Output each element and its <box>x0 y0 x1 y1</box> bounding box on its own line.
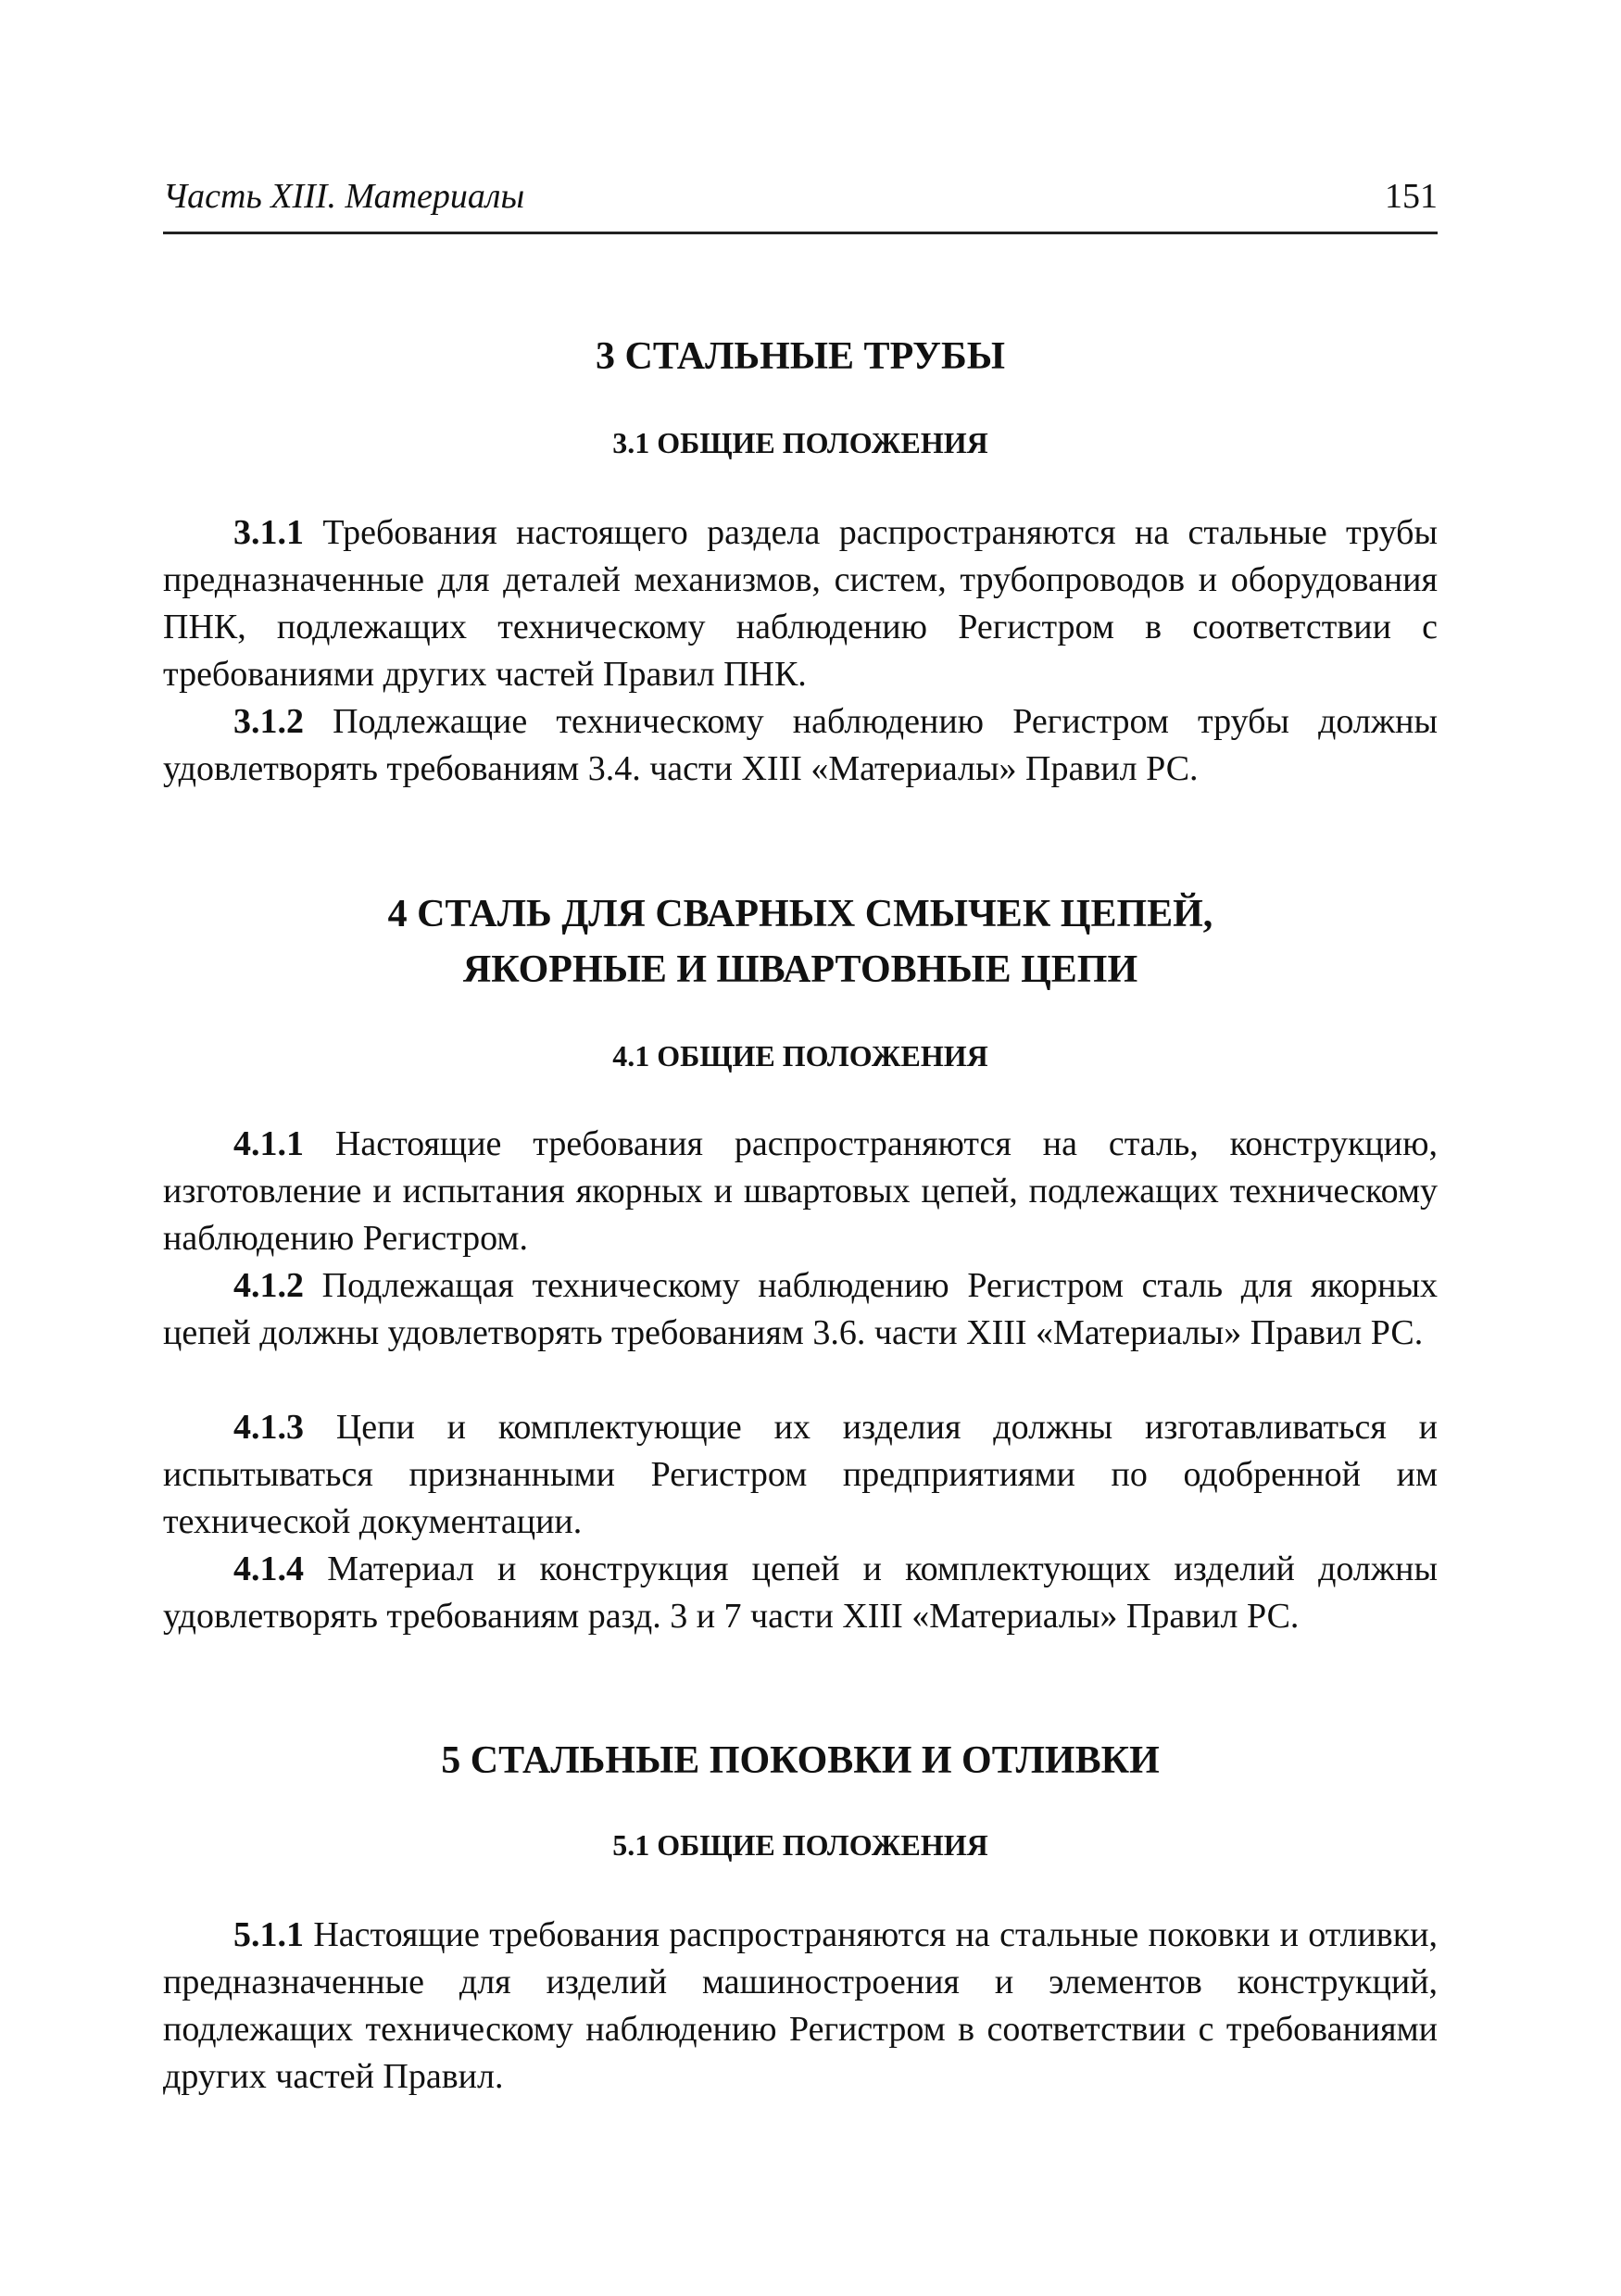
paragraph-number: 3.1.2 <box>233 702 304 741</box>
paragraph-number: 3.1.1 <box>233 513 304 552</box>
running-title: Часть XIII. Материалы <box>163 177 525 216</box>
page-number: 151 <box>1385 177 1438 216</box>
paragraph-4-1-3 <box>163 1404 1438 1546</box>
chapter-4-title-line-1: 4 СТАЛЬ ДЛЯ СВАРНЫХ СМЫЧЕК ЦЕПЕЙ, <box>387 893 1213 935</box>
paragraph-text: Материал и конструкция цепей и комплектующих изделий должны удовлетворять требованиям разд. 3 и 7 части XIII «Материалы» Правил РС. <box>163 1549 1438 1636</box>
paragraph-3-1-2 <box>163 698 1438 793</box>
paragraph-number: 4.1.3 <box>233 1408 304 1447</box>
paragraph-text: Требования настоящего раздела распространяются на стальные трубы предназначенные для деталей механизмов, систем, трубопроводов и оборудования ПНК, подлежащих техническому наблюдению Регистром в соответствии с требованиями других частей Правил ПНК. <box>163 513 1438 694</box>
chapter-4-title-line-2: ЯКОРНЫЕ И ШВАРТОВНЫЕ ЦЕПИ <box>462 948 1138 991</box>
paragraph-text: Подлежащие техническому наблюдению Регистром трубы должны удовлетворять требованиям 3.4. части XIII «Материалы» Правил РС. <box>163 702 1438 788</box>
paragraph-number: 5.1.1 <box>233 1915 304 1954</box>
paragraph-number: 4.1.4 <box>233 1549 304 1588</box>
section-4-1-title: 4.1 ОБЩИЕ ПОЛОЖЕНИЯ <box>612 1039 988 1073</box>
paragraph-text: Цепи и комплектующие их изделия должны изготавливаться и испытываться признанными Регистром предприятиями по одобренной им технической документации. <box>163 1408 1438 1541</box>
paragraph-text: Настоящие требования распространяются на сталь, конструкцию, изготовление и испытания якорных и швартовых цепей, подлежащих техническому наблюдению Регистром. <box>163 1124 1438 1258</box>
paragraph-number: 4.1.2 <box>233 1266 304 1305</box>
paragraph-5-1-1 <box>163 1912 1438 2101</box>
paragraph-text: Подлежащая техническому наблюдению Регистром сталь для якорных цепей должны удовлетворять требованиям 3.6. части XIII «Материалы» Правил РС. <box>163 1266 1438 1352</box>
paragraph-4-1-1 <box>163 1121 1438 1262</box>
chapter-5-title: 5 СТАЛЬНЫЕ ПОКОВКИ И ОТЛИВКИ <box>441 1739 1160 1782</box>
paragraph-4-1-2 <box>163 1262 1438 1357</box>
chapter-3-title: 3 СТАЛЬНЫЕ ТРУБЫ <box>595 335 1006 378</box>
section-5-1-title: 5.1 ОБЩИЕ ПОЛОЖЕНИЯ <box>612 1828 988 1862</box>
paragraph-text: Настоящие требования распространяются на стальные поковки и отливки, предназначенные для изделий машиностроения и элементов конструкций, подлежащих техническому наблюдению Регистром в соответствии с требованиями других частей Правил. <box>163 1915 1438 2096</box>
paragraph-3-1-1 <box>163 509 1438 698</box>
running-header <box>163 176 1438 234</box>
section-3-1-title: 3.1 ОБЩИЕ ПОЛОЖЕНИЯ <box>612 426 988 459</box>
paragraph-4-1-4 <box>163 1546 1438 1640</box>
paragraph-number: 4.1.1 <box>233 1124 304 1163</box>
